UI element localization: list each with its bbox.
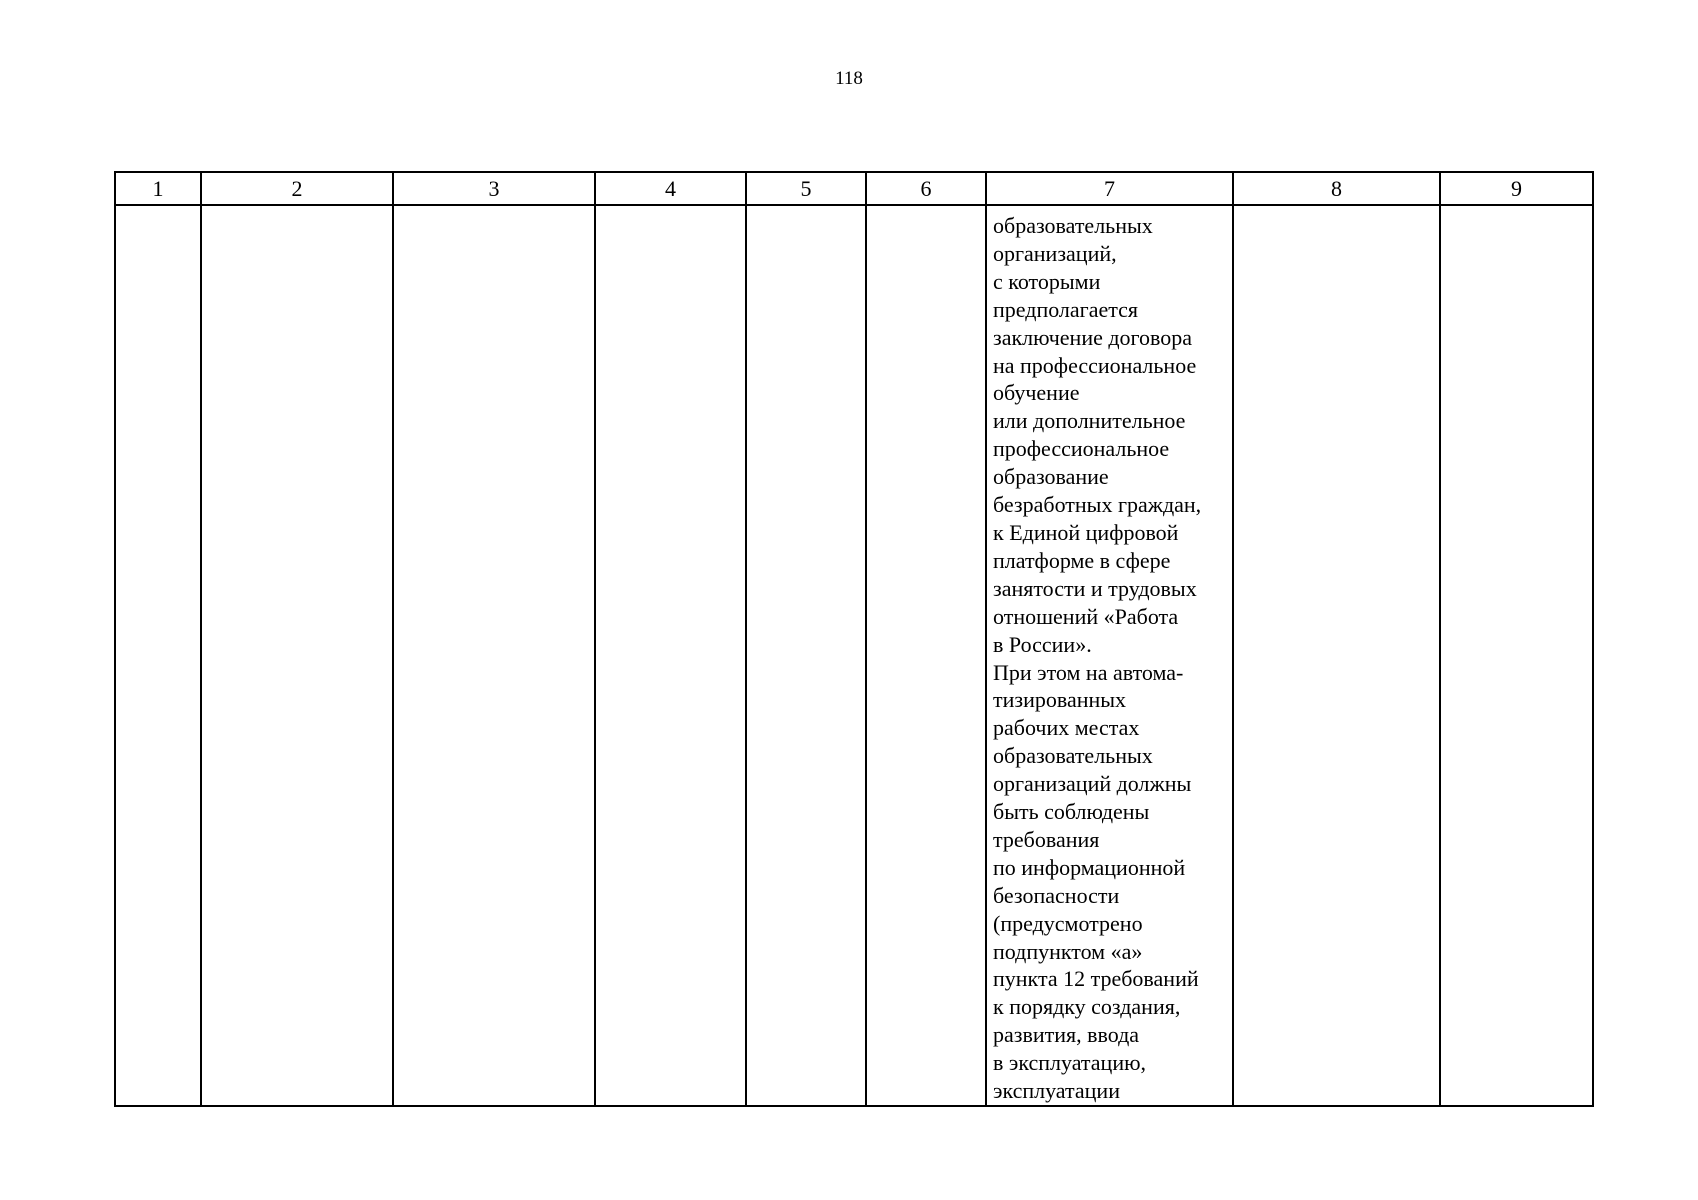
column-header-5: 5 <box>746 172 866 205</box>
cell-text-line: по информационной <box>993 854 1186 880</box>
cell-text-line: в России». <box>993 631 1092 657</box>
cell-col-8 <box>1233 205 1440 1106</box>
cell-text-line: безработных граждан, <box>993 492 1202 518</box>
cell-text-line: организаций должны <box>993 771 1192 797</box>
cell-text-line: на профессиональное <box>993 352 1197 378</box>
column-header-3: 3 <box>393 172 595 205</box>
cell-text-line: предполагается <box>993 296 1138 322</box>
cell-col-2 <box>201 205 393 1106</box>
column-header-7: 7 <box>986 172 1233 205</box>
cell-text-line: образовательных <box>993 743 1153 769</box>
cell-text-line: образование <box>993 464 1109 490</box>
cell-col-6 <box>866 205 986 1106</box>
cell-col-7-text <box>987 206 1232 1105</box>
cell-text-line: или дополнительное <box>993 408 1186 434</box>
cell-text-line: быть соблюдены <box>993 799 1150 825</box>
cell-text-line: тизированных <box>993 687 1127 713</box>
column-header-1: 1 <box>115 172 201 205</box>
column-header-4: 4 <box>595 172 746 205</box>
column-header-6: 6 <box>866 172 986 205</box>
cell-text-line: рабочих местах <box>993 715 1140 741</box>
cell-text-line: эксплуатации <box>993 1078 1120 1104</box>
cell-text-line: требования <box>993 826 1100 852</box>
cell-text-line: к порядку создания, <box>993 994 1181 1020</box>
cell-text-line: платформе в сфере <box>993 547 1171 573</box>
cell-text-line: занятости и трудовых <box>993 575 1197 601</box>
cell-text-line: обучение <box>993 380 1080 406</box>
cell-col-4 <box>595 205 746 1106</box>
cell-text-line: к Единой цифровой <box>993 519 1179 545</box>
cell-col-9 <box>1440 205 1593 1106</box>
cell-text-line: организаций, <box>993 240 1117 266</box>
cell-text-line: заключение договора <box>993 324 1193 350</box>
cell-text-line: образовательных <box>993 213 1153 238</box>
cell-text-line: подпунктом «а» <box>993 938 1143 964</box>
column-header-9: 9 <box>1440 172 1593 205</box>
cell-text-line: безопасности <box>993 882 1120 908</box>
cell-col-1 <box>115 205 201 1106</box>
cell-text-line: профессиональное <box>993 436 1170 462</box>
table-row <box>115 205 1593 1106</box>
column-header-2: 2 <box>201 172 393 205</box>
cell-text-line: При этом на автома- <box>993 659 1184 685</box>
cell-text-line: (предусмотрено <box>993 910 1143 936</box>
cell-text-line: развития, ввода <box>993 1022 1140 1048</box>
cell-text-line: отношений «Работа <box>993 603 1179 629</box>
document-table <box>114 171 1594 1107</box>
cell-col-5 <box>746 205 866 1106</box>
column-header-8: 8 <box>1233 172 1440 205</box>
header-row <box>115 172 1593 205</box>
cell-text-line: с которыми <box>993 268 1101 294</box>
cell-text-line: пункта 12 требований <box>993 966 1199 992</box>
page-number: 118 <box>835 68 863 89</box>
cell-text-line: в эксплуатацию, <box>993 1050 1147 1076</box>
cell-col-7 <box>986 205 1233 1106</box>
cell-col-3 <box>393 205 595 1106</box>
